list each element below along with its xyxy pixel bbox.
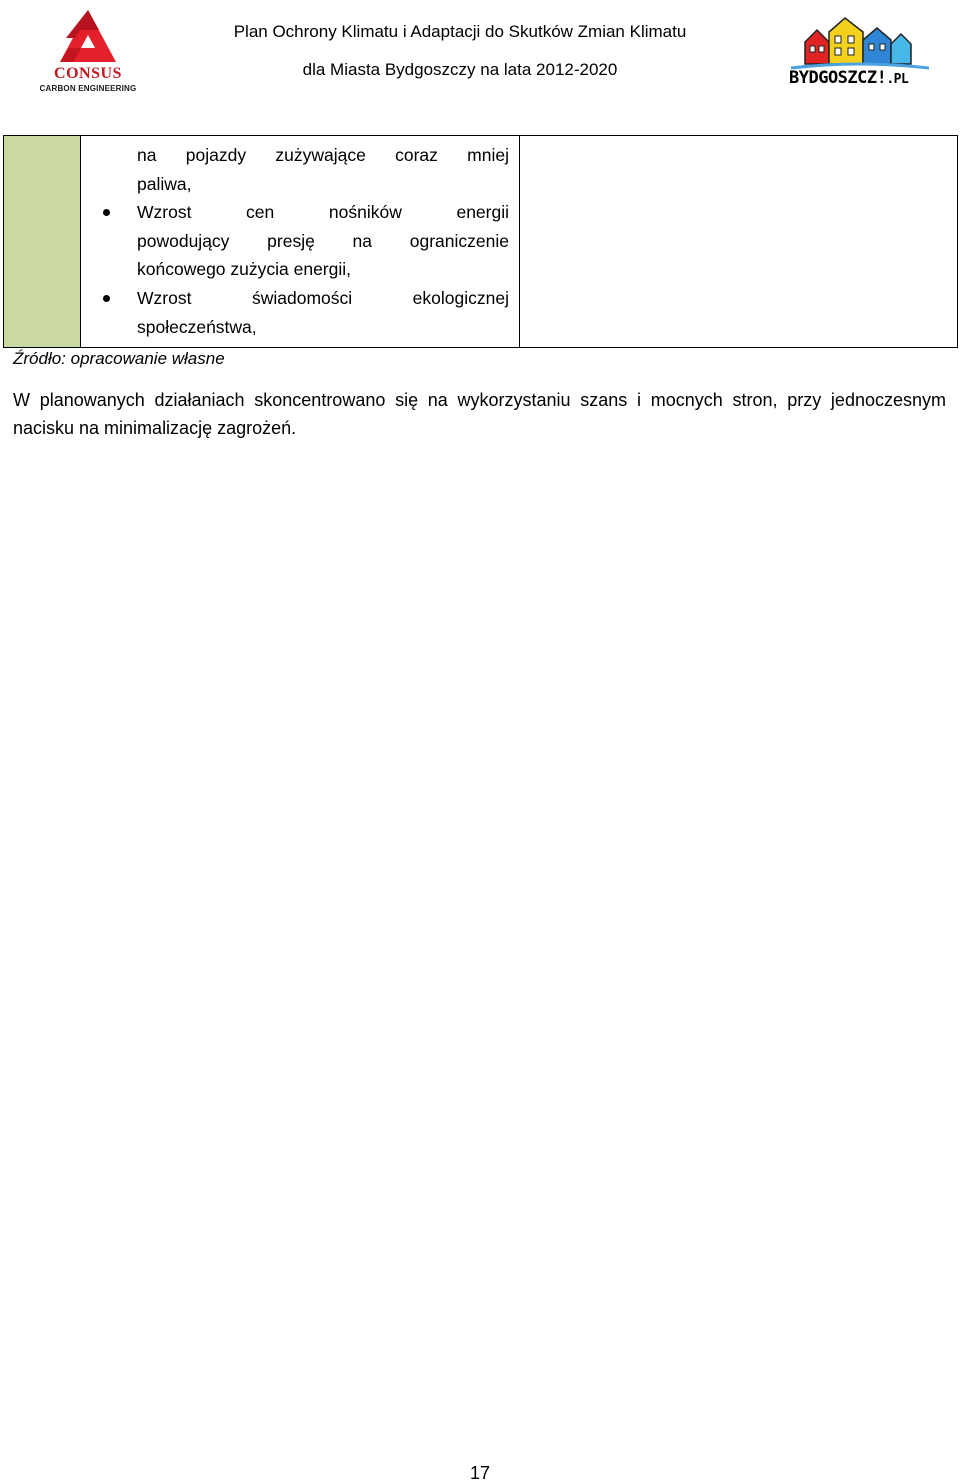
list-item xyxy=(81,284,519,341)
table-content-cell xyxy=(80,135,520,348)
header-subtitle: dla Miasta Bydgoszczy na lata 2012-2020 xyxy=(302,60,618,79)
table-empty-cell xyxy=(519,135,958,348)
table-category-cell xyxy=(3,135,80,348)
list-item-line: na pojazdy zużywające coraz mniej xyxy=(137,145,509,165)
bydgoszcz-word: BYDGOSZCZ! xyxy=(789,68,887,88)
list-item-line: społeczeństwa, xyxy=(137,316,257,337)
consus-tagline: CARBON ENGINEERING xyxy=(39,84,137,93)
consus-logo xyxy=(36,8,140,94)
body-paragraph: W planowanych działaniach skoncentrowano się na wykorzystaniu szans i mocnych stron, przy jednoczesnym nacisku na minimalizację zagrożeń. xyxy=(13,390,946,438)
page-header xyxy=(0,0,960,100)
list-item xyxy=(81,136,519,198)
list-item-line: końcowego zużycia energii, xyxy=(137,259,352,280)
list-item-line: Wzrost świadomości ekologicznej xyxy=(137,287,509,308)
bullet-icon xyxy=(103,295,110,302)
list-item-line: powodujący presję na ograniczenie xyxy=(137,230,509,251)
header-title: Plan Ochrony Klimatu i Adaptacji do Skutków Zmian Klimatu xyxy=(233,22,687,41)
page-number: 17 xyxy=(469,1463,491,1483)
bullet-icon xyxy=(103,209,110,216)
consus-triangle-icon xyxy=(36,8,140,66)
bydgoszcz-houses-icon xyxy=(785,12,935,72)
threats-list xyxy=(81,136,519,341)
swot-table-fragment xyxy=(3,135,958,347)
table-source-caption: Źródło: opracowanie własne xyxy=(13,349,225,368)
list-item-line: Wzrost cen nośników energii xyxy=(137,202,509,223)
list-item xyxy=(81,198,519,284)
bydgoszcz-wordmark xyxy=(789,68,935,90)
bydgoszcz-logo xyxy=(785,12,935,96)
list-item-line: paliwa, xyxy=(137,173,192,194)
consus-name: CONSUS xyxy=(54,65,122,82)
bydgoszcz-suffix: .PL xyxy=(886,72,909,87)
